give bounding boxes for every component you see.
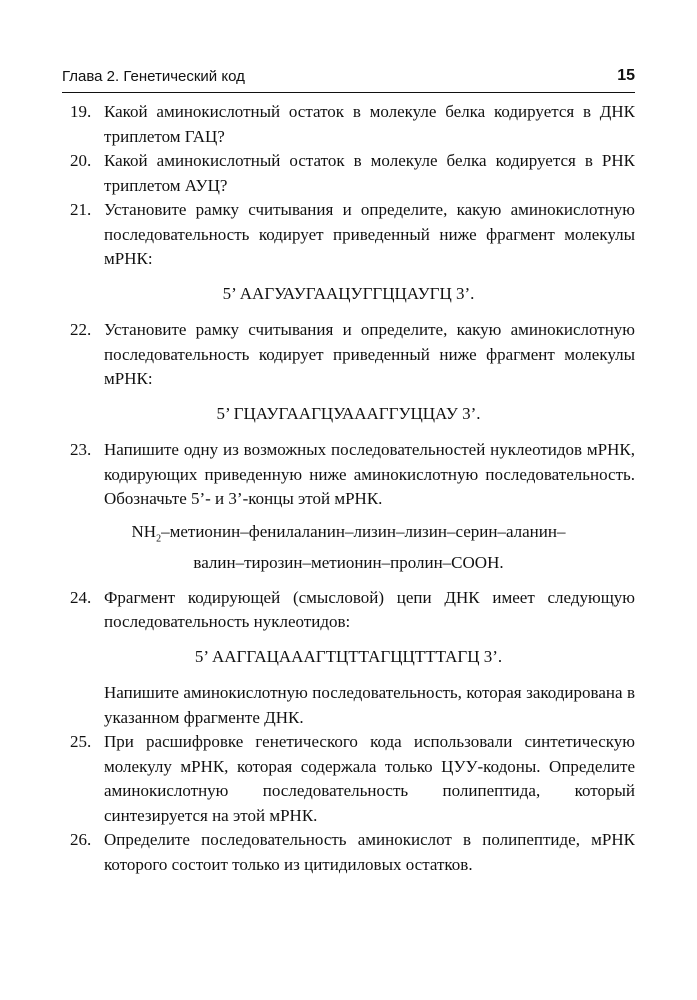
question-21 [62,198,635,272]
question-number: 24. [70,587,92,607]
question-25 [62,730,635,828]
question-text: Какой аминокислотный остаток в молекуле белка кодируется в РНК триплетом АУЦ? [104,151,635,195]
question-text: Определите последовательность аминокислот в полипептиде, мРНК которого состоит только из цитидиловых остатков. [104,830,635,874]
mrna-sequence-21: 5’ ААГУАУГААЦУГГЦЦАУГЦ 3’. [222,283,475,303]
question-19 [62,100,635,149]
question-number: 25. [70,732,92,752]
question-22 [62,318,635,392]
peptide-chain-line-1 [62,520,635,552]
question-number: 26. [70,830,92,850]
question-text: Установите рамку считывания и определите, какую аминокислотную последовательность кодирует приведенный ниже фрагмент молекулы мРНК: [104,200,635,268]
question-text: Напишите одну из возможных последовательностей нуклеотидов мРНК, кодирующих приведенную ниже аминокислотную последовательность. Обозначьте 5’- и 3’-концы этой мРНК. [104,440,635,508]
amino-group: NH [131,521,157,541]
running-header [62,66,635,93]
question-26 [62,828,635,877]
question-23 [62,438,635,512]
question-text: Установите рамку считывания и определите, какую аминокислотную последовательность кодирует приведенный ниже фрагмент молекулы мРНК: [104,320,635,388]
question-text: Какой аминокислотный остаток в молекуле белка кодируется в ДНК триплетом ГАЦ? [104,102,635,146]
question-24 [62,586,635,635]
question-text: При расшифровке генетического кода использовали синтетическую молекулу мРНК, которая содержала только ЦУУ-кодоны. Определите аминокислотную последовательность полипептида, который синтезируется на этой мРНК. [104,732,635,825]
question-text: Фрагмент кодирующей (смысловой) цепи ДНК имеет следующую последовательность нуклеотидов: [104,587,635,632]
question-number: 23. [70,440,92,459]
mrna-sequence-22: 5’ ГЦАУГААГЦУАААГГУЦЦАУ 3’. [216,403,481,423]
question-number: 20. [70,151,92,170]
chapter-title: Глава 2. Генетический код [62,68,245,85]
amino-group-subscript: 2 [156,532,162,544]
page-number: 15 [617,67,635,84]
peptide-chain [62,520,635,576]
peptide-chain-line-2: валин–тирозин–метионин–пролин–COOH. [193,553,504,573]
question-number: 22. [70,320,92,339]
dna-sequence-24: 5’ ААГГАЦАААГТЦТТАГЦЦТТТАГЦ 3’. [194,646,503,666]
question-number: 21. [70,200,92,219]
chain-residues-1: –метионин–фенилаланин–лизин–лизин–серин–аланин– [161,521,566,541]
question-number: 19. [70,102,92,121]
question-20 [62,149,635,198]
page-content [62,100,635,877]
question-24-note: Напишите аминокислотную последовательность, которая закодирована в указанном фрагменте ДНК. [104,683,635,727]
